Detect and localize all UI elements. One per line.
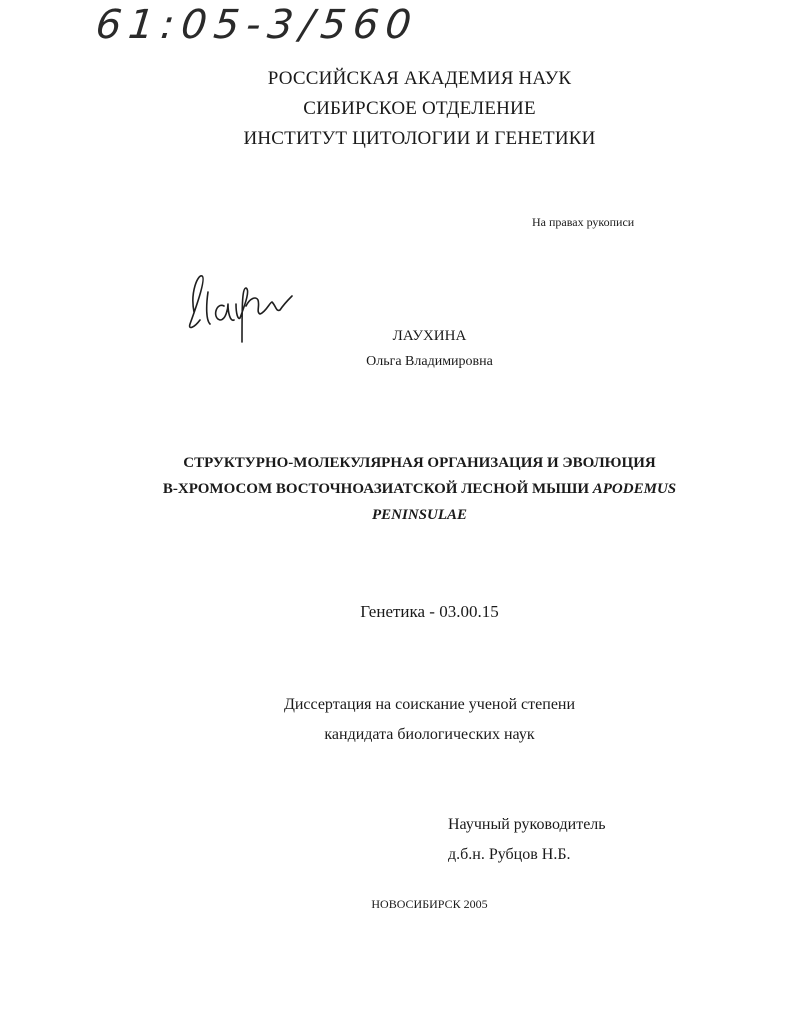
dissertation-title [40,450,799,528]
organization-academy: РОССИЙСКАЯ АКАДЕМИЯ НАУК [267,68,572,89]
manuscript-rights-note: На правах рукописи [532,215,635,229]
author-surname: ЛАУХИНА [392,328,467,344]
organization-institute: ИНСТИТУТ ЦИТОЛОГИИ И ГЕНЕТИКИ [243,128,596,149]
organization-block [40,64,799,154]
title-line-2-text: В-ХРОМОСОМ ВОСТОЧНОАЗИАТСКОЙ ЛЕСНОЙ МЫШИ [162,481,593,497]
title-line-1: СТРУКТУРНО-МОЛЕКУЛЯРНАЯ ОРГАНИЗАЦИЯ И ЭВОЛЮЦИЯ [183,455,656,471]
degree-line-1: Диссертация на соискание ученой степени [283,696,576,713]
title-line-2 [40,476,799,502]
species-genus: APODEMUS [592,481,677,497]
specialty-code: Генетика - 03.00.15 [360,602,499,621]
supervisor-name: д.б.н. Рубцов Н.Б. [448,846,571,863]
author-full-name: Ольга Владимировна [366,354,493,369]
degree-line-2: кандидата биологических наук [324,726,535,743]
catalog-number: 61:05-3/560 [93,2,421,48]
supervisor-block [448,810,606,870]
city-year: НОВОСИБИРСК 2005 [371,897,488,911]
species-epithet: PENINSULAE [371,507,468,523]
degree-block [30,690,799,750]
supervisor-label: Научный руководитель [448,816,606,833]
organization-branch: СИБИРСКОЕ ОТДЕЛЕНИЕ [303,98,536,119]
